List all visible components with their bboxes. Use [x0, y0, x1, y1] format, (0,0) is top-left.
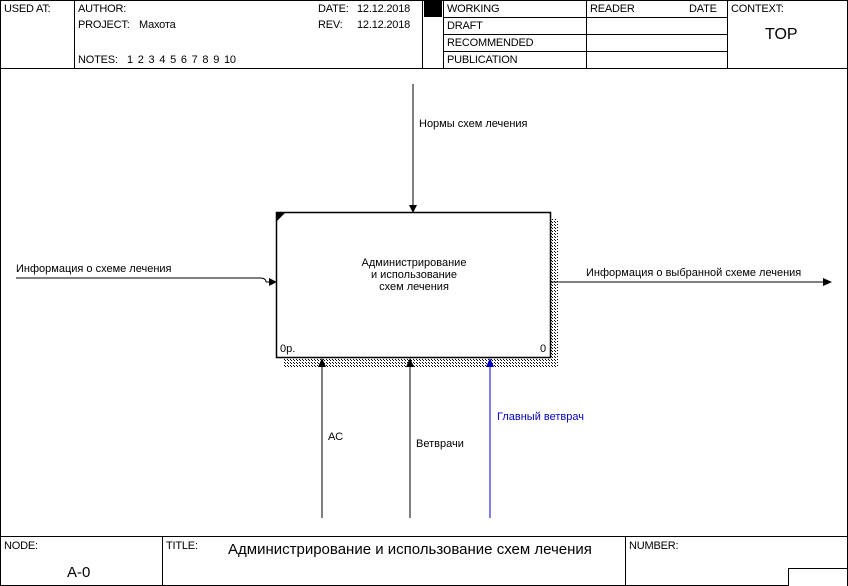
context-value: TOP [765, 26, 798, 43]
footer-corner-box [788, 568, 847, 586]
notes-label: NOTES: [78, 54, 118, 66]
reader-date-label: DATE [689, 3, 717, 15]
footer-separator [625, 536, 626, 586]
output-arrowhead [823, 278, 832, 286]
status-recommended: RECOMMENDED [447, 37, 534, 49]
activity-title: Администрирование и использование схем лечения [361, 257, 467, 293]
title-label: TITLE: [166, 540, 198, 552]
rev-label: REV: [318, 19, 343, 31]
number-label: NUMBER: [629, 540, 679, 552]
footer-separator [162, 536, 163, 586]
context-label: CONTEXT: [731, 3, 784, 15]
used-at-label: USED AT: [4, 3, 51, 15]
mechanism-label-chief-vet: Главный ветврач [497, 411, 584, 423]
mechanism-label-vets: Ветврачи [416, 438, 464, 450]
node-label: NODE: [4, 540, 38, 552]
footer-divider [0, 536, 848, 537]
date-value: 12.12.2018 [357, 3, 411, 15]
reader-label: READER [590, 3, 635, 15]
activity-number: 0 [540, 343, 547, 355]
mechanism-label-as: АС [328, 431, 344, 443]
control-label: Нормы схем лечения [419, 118, 528, 130]
input-arrow[interactable] [16, 278, 266, 282]
box-shadow-right [551, 219, 558, 367]
diagram-title: Администрирование и использование схем лечения [228, 541, 592, 558]
input-label: Информация о схеме лечения [16, 263, 172, 275]
status-draft: DRAFT [447, 20, 483, 32]
node-value: A-0 [67, 564, 91, 581]
rev-value: 12.12.2018 [357, 19, 411, 31]
notes-value: 1 2 3 4 5 6 7 8 9 10 [127, 54, 236, 66]
project-label: PROJECT: [78, 19, 130, 31]
project-value: Махота [139, 19, 176, 31]
output-label: Информация о выбранной схеме лечения [586, 267, 802, 279]
date-label: DATE: [318, 3, 349, 15]
activity-cost: 0р. [280, 343, 296, 355]
status-working: WORKING [447, 3, 500, 15]
author-label: AUTHOR: [78, 3, 127, 15]
status-publication: PUBLICATION [447, 54, 518, 66]
